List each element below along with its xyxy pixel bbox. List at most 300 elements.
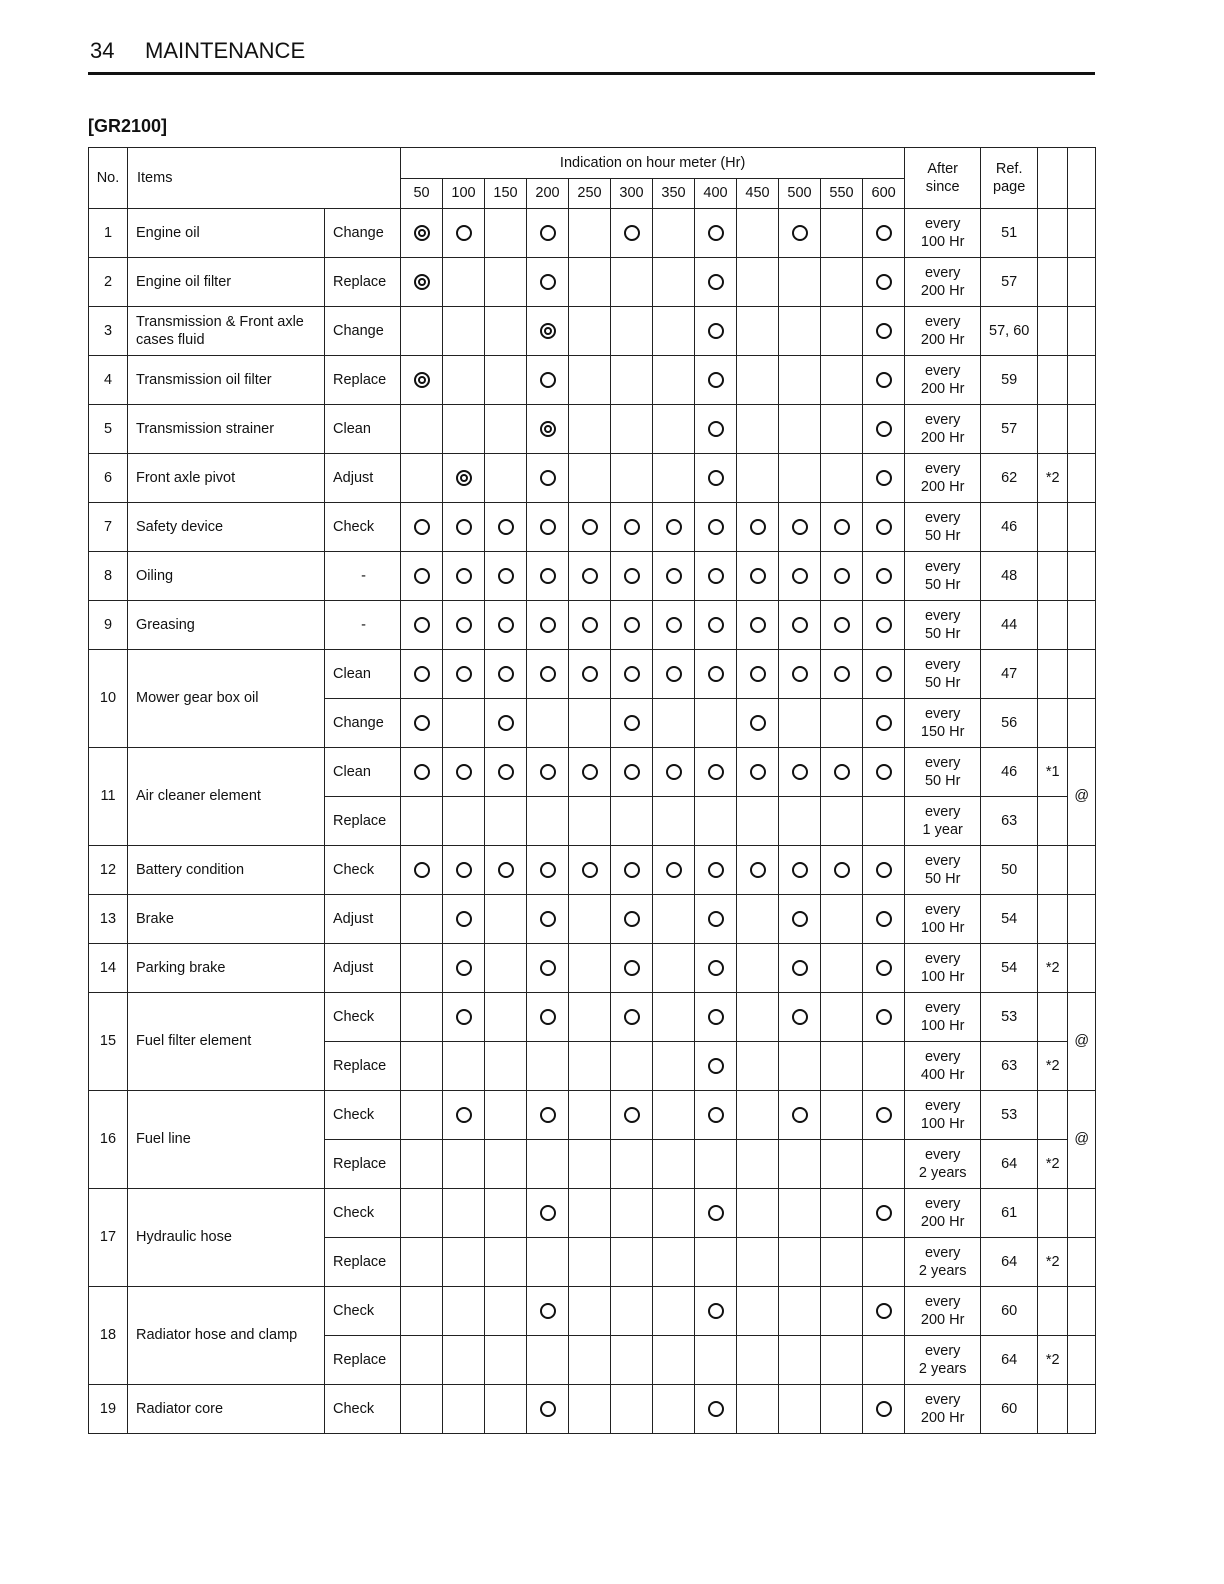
interval-cell xyxy=(779,1189,821,1238)
interval-line: every xyxy=(924,1146,961,1163)
item-action: Check xyxy=(325,1385,401,1434)
interval-cell xyxy=(611,307,653,356)
item-action: Check xyxy=(325,846,401,895)
interval-cell xyxy=(653,356,695,405)
interval-cell xyxy=(737,797,779,846)
circle-mark-icon xyxy=(456,666,472,682)
circle-mark-icon xyxy=(876,1205,892,1221)
interval-cell xyxy=(653,552,695,601)
interval-cell xyxy=(821,601,863,650)
table-row xyxy=(89,1091,1096,1140)
note-mark xyxy=(1038,1189,1068,1238)
header-hour: 250 xyxy=(569,179,611,209)
note-mark xyxy=(1038,650,1068,699)
interval-cell xyxy=(527,1042,569,1091)
circle-mark-icon xyxy=(708,421,724,437)
table-row xyxy=(89,748,1096,797)
group-mark xyxy=(1068,601,1096,650)
interval-line: every xyxy=(924,1244,961,1261)
note-mark xyxy=(1038,993,1068,1042)
after-since-interval xyxy=(905,552,981,601)
item-name: Front axle pivot xyxy=(128,454,325,503)
ref-page: 53 xyxy=(981,1091,1038,1140)
header-hour: 150 xyxy=(485,179,527,209)
interval-cell xyxy=(527,356,569,405)
circle-mark-icon xyxy=(456,911,472,927)
interval-cell xyxy=(737,1189,779,1238)
interval-cell xyxy=(443,1287,485,1336)
interval-line: every xyxy=(924,705,961,722)
interval-cell xyxy=(779,1287,821,1336)
interval-cell xyxy=(863,1287,905,1336)
interval-cell xyxy=(443,650,485,699)
interval-cell xyxy=(737,1091,779,1140)
interval-cell xyxy=(863,1336,905,1385)
circle-mark-icon xyxy=(708,568,724,584)
interval-cell xyxy=(443,1042,485,1091)
interval-cell xyxy=(611,699,653,748)
circle-mark-icon xyxy=(876,421,892,437)
group-mark xyxy=(1068,895,1096,944)
circle-mark-icon xyxy=(624,764,640,780)
interval-line: 400 Hr xyxy=(920,1067,965,1083)
circle-mark-icon xyxy=(498,617,514,633)
circle-mark-icon xyxy=(708,1058,724,1074)
item-name: Oiling xyxy=(128,552,325,601)
interval-cell xyxy=(569,895,611,944)
group-mark: @ xyxy=(1068,748,1096,846)
item-action: Replace xyxy=(325,258,401,307)
interval-cell xyxy=(401,405,443,454)
interval-cell xyxy=(695,748,737,797)
ref-page: 53 xyxy=(981,993,1038,1042)
item-name: Parking brake xyxy=(128,944,325,993)
interval-line: every xyxy=(924,411,961,428)
interval-cell xyxy=(695,503,737,552)
interval-line: 50 Hr xyxy=(924,871,961,887)
item-action: Change xyxy=(325,209,401,258)
after-since-interval xyxy=(905,209,981,258)
interval-cell xyxy=(527,405,569,454)
group-mark xyxy=(1068,650,1096,699)
interval-cell xyxy=(611,1385,653,1434)
interval-cell xyxy=(695,699,737,748)
interval-cell xyxy=(527,1189,569,1238)
item-name: Mower gear box oil xyxy=(128,650,325,748)
circle-mark-icon xyxy=(540,1401,556,1417)
note-mark xyxy=(1038,503,1068,552)
ref-page: 54 xyxy=(981,944,1038,993)
after-since-interval xyxy=(905,405,981,454)
interval-cell xyxy=(779,307,821,356)
interval-cell xyxy=(401,895,443,944)
interval-cell xyxy=(485,1336,527,1385)
interval-cell xyxy=(611,1091,653,1140)
interval-cell xyxy=(401,1091,443,1140)
interval-cell xyxy=(779,748,821,797)
interval-cell xyxy=(401,846,443,895)
interval-cell xyxy=(695,1042,737,1091)
interval-cell xyxy=(443,1336,485,1385)
interval-cell xyxy=(737,307,779,356)
interval-cell xyxy=(653,650,695,699)
interval-cell xyxy=(653,1238,695,1287)
circle-mark-icon xyxy=(624,715,640,731)
group-mark xyxy=(1068,1189,1096,1238)
interval-cell xyxy=(569,503,611,552)
interval-cell xyxy=(485,1042,527,1091)
circle-mark-icon xyxy=(540,1107,556,1123)
item-name: Radiator hose and clamp xyxy=(128,1287,325,1385)
circle-mark-icon xyxy=(498,764,514,780)
interval-cell xyxy=(611,209,653,258)
ref-page: 44 xyxy=(981,601,1038,650)
item-name: Transmission & Front axle cases fluid xyxy=(128,307,325,356)
circle-mark-icon xyxy=(456,862,472,878)
interval-cell xyxy=(569,797,611,846)
interval-cell xyxy=(653,1189,695,1238)
interval-line: 100 Hr xyxy=(920,1116,965,1132)
interval-cell xyxy=(821,1042,863,1091)
interval-cell xyxy=(695,1140,737,1189)
interval-cell xyxy=(653,454,695,503)
circle-mark-icon xyxy=(792,960,808,976)
header-note xyxy=(1038,148,1068,209)
note-mark xyxy=(1038,1287,1068,1336)
circle-mark-icon xyxy=(498,862,514,878)
circle-mark-icon xyxy=(876,323,892,339)
group-mark: @ xyxy=(1068,993,1096,1091)
interval-cell xyxy=(653,699,695,748)
circle-mark-icon xyxy=(414,568,430,584)
interval-cell xyxy=(485,699,527,748)
interval-line: 2 years xyxy=(918,1361,967,1377)
item-number: 16 xyxy=(89,1091,128,1189)
interval-cell xyxy=(737,1042,779,1091)
interval-cell xyxy=(779,1336,821,1385)
item-name: Greasing xyxy=(128,601,325,650)
interval-cell xyxy=(863,356,905,405)
interval-cell xyxy=(737,748,779,797)
interval-cell xyxy=(653,1042,695,1091)
after-since-interval xyxy=(905,454,981,503)
after-since-interval xyxy=(905,944,981,993)
circle-mark-icon xyxy=(708,862,724,878)
interval-cell xyxy=(401,1042,443,1091)
interval-cell xyxy=(653,993,695,1042)
interval-cell xyxy=(737,356,779,405)
interval-cell xyxy=(863,258,905,307)
interval-line: every xyxy=(924,999,961,1016)
ref-page: 54 xyxy=(981,895,1038,944)
circle-mark-icon xyxy=(876,715,892,731)
interval-cell xyxy=(863,405,905,454)
interval-line: every xyxy=(924,1342,961,1359)
interval-cell xyxy=(821,1238,863,1287)
interval-cell xyxy=(779,1091,821,1140)
interval-cell xyxy=(863,601,905,650)
interval-line: every xyxy=(924,1097,961,1114)
interval-line: every xyxy=(924,460,961,477)
item-name: Transmission oil filter xyxy=(128,356,325,405)
ref-page: 57 xyxy=(981,405,1038,454)
interval-line: 50 Hr xyxy=(924,626,961,642)
interval-cell xyxy=(737,209,779,258)
header-hour: 350 xyxy=(653,179,695,209)
interval-cell xyxy=(779,650,821,699)
ref-page: 64 xyxy=(981,1140,1038,1189)
circle-mark-icon xyxy=(708,764,724,780)
group-mark xyxy=(1068,1287,1096,1336)
circle-mark-icon xyxy=(876,225,892,241)
note-mark xyxy=(1038,552,1068,601)
circle-mark-icon xyxy=(876,568,892,584)
interval-cell xyxy=(401,1336,443,1385)
after-since-interval xyxy=(905,356,981,405)
item-action: Check xyxy=(325,1189,401,1238)
ref-page: 59 xyxy=(981,356,1038,405)
interval-line: every xyxy=(924,1293,961,1310)
table-row xyxy=(89,895,1096,944)
circle-mark-icon xyxy=(456,1107,472,1123)
interval-cell xyxy=(485,748,527,797)
interval-cell xyxy=(863,797,905,846)
page-header xyxy=(88,36,1095,75)
interval-cell xyxy=(611,748,653,797)
circle-mark-icon xyxy=(708,1205,724,1221)
interval-cell xyxy=(695,846,737,895)
item-number: 19 xyxy=(89,1385,128,1434)
item-action: Replace xyxy=(325,1238,401,1287)
interval-line: 100 Hr xyxy=(920,920,965,936)
interval-cell xyxy=(653,1336,695,1385)
interval-cell xyxy=(695,1091,737,1140)
interval-cell xyxy=(695,1238,737,1287)
interval-cell xyxy=(863,1042,905,1091)
interval-cell xyxy=(443,895,485,944)
interval-cell xyxy=(527,1336,569,1385)
interval-cell xyxy=(695,1385,737,1434)
interval-cell xyxy=(737,699,779,748)
table-row xyxy=(89,1287,1096,1336)
interval-cell xyxy=(821,1140,863,1189)
double-circle-mark-icon xyxy=(456,470,472,486)
circle-mark-icon xyxy=(456,1009,472,1025)
interval-cell xyxy=(569,650,611,699)
circle-mark-icon xyxy=(792,764,808,780)
page-number: 34 xyxy=(90,38,115,63)
after-since-interval xyxy=(905,1287,981,1336)
circle-mark-icon xyxy=(876,1009,892,1025)
interval-cell xyxy=(611,405,653,454)
item-action: Clean xyxy=(325,650,401,699)
item-name: Safety device xyxy=(128,503,325,552)
after-since-interval xyxy=(905,1091,981,1140)
circle-mark-icon xyxy=(708,911,724,927)
interval-cell xyxy=(863,1189,905,1238)
circle-mark-icon xyxy=(582,568,598,584)
interval-cell xyxy=(569,601,611,650)
circle-mark-icon xyxy=(750,519,766,535)
note-mark xyxy=(1038,307,1068,356)
interval-cell xyxy=(443,1238,485,1287)
circle-mark-icon xyxy=(750,666,766,682)
interval-cell xyxy=(401,356,443,405)
interval-cell xyxy=(653,601,695,650)
circle-mark-icon xyxy=(708,960,724,976)
circle-mark-icon xyxy=(792,911,808,927)
double-circle-mark-icon xyxy=(540,421,556,437)
interval-cell xyxy=(485,895,527,944)
header-hour: 600 xyxy=(863,179,905,209)
interval-cell xyxy=(527,699,569,748)
after-since-interval xyxy=(905,846,981,895)
item-name: Radiator core xyxy=(128,1385,325,1434)
ref-page: 47 xyxy=(981,650,1038,699)
interval-line: 50 Hr xyxy=(924,675,961,691)
header-hour: 50 xyxy=(401,179,443,209)
interval-cell xyxy=(821,895,863,944)
interval-line: 200 Hr xyxy=(920,430,965,446)
interval-cell xyxy=(779,895,821,944)
interval-cell xyxy=(779,405,821,454)
interval-cell xyxy=(695,601,737,650)
interval-line: every xyxy=(924,852,961,869)
interval-cell xyxy=(569,1287,611,1336)
circle-mark-icon xyxy=(624,1009,640,1025)
interval-cell xyxy=(737,503,779,552)
interval-cell xyxy=(443,307,485,356)
note-mark: *2 xyxy=(1038,944,1068,993)
after-since-interval xyxy=(905,748,981,797)
after-since-interval xyxy=(905,1189,981,1238)
interval-cell xyxy=(737,993,779,1042)
header-hour: 200 xyxy=(527,179,569,209)
circle-mark-icon xyxy=(834,568,850,584)
item-name: Air cleaner element xyxy=(128,748,325,846)
item-name: Engine oil xyxy=(128,209,325,258)
item-action: Check xyxy=(325,993,401,1042)
interval-cell xyxy=(527,1238,569,1287)
double-circle-mark-icon xyxy=(540,323,556,339)
item-action: Check xyxy=(325,1287,401,1336)
interval-cell xyxy=(569,993,611,1042)
circle-mark-icon xyxy=(792,568,808,584)
interval-cell xyxy=(611,552,653,601)
interval-cell xyxy=(485,650,527,699)
interval-cell xyxy=(821,356,863,405)
item-number: 6 xyxy=(89,454,128,503)
circle-mark-icon xyxy=(666,666,682,682)
interval-cell xyxy=(653,797,695,846)
after-since-interval xyxy=(905,895,981,944)
interval-cell xyxy=(527,650,569,699)
interval-cell xyxy=(863,209,905,258)
ref-page: 51 xyxy=(981,209,1038,258)
interval-cell xyxy=(611,1042,653,1091)
item-number: 12 xyxy=(89,846,128,895)
model-label: [GR2100] xyxy=(88,116,168,136)
interval-line: 200 Hr xyxy=(920,479,965,495)
item-action: Replace xyxy=(325,1336,401,1385)
interval-line: 200 Hr xyxy=(920,332,965,348)
circle-mark-icon xyxy=(750,617,766,633)
interval-cell xyxy=(569,209,611,258)
circle-mark-icon xyxy=(540,666,556,682)
group-mark xyxy=(1068,258,1096,307)
circle-mark-icon xyxy=(708,274,724,290)
after-since-interval xyxy=(905,1336,981,1385)
interval-cell xyxy=(485,944,527,993)
interval-cell xyxy=(611,356,653,405)
note-mark xyxy=(1038,895,1068,944)
table-row xyxy=(89,650,1096,699)
circle-mark-icon xyxy=(876,911,892,927)
interval-cell xyxy=(821,1336,863,1385)
interval-line: 200 Hr xyxy=(920,1410,965,1426)
circle-mark-icon xyxy=(540,862,556,878)
interval-cell xyxy=(779,601,821,650)
interval-cell xyxy=(653,748,695,797)
interval-cell xyxy=(821,552,863,601)
interval-line: every xyxy=(924,1195,961,1212)
interval-cell xyxy=(443,356,485,405)
circle-mark-icon xyxy=(456,764,472,780)
interval-cell xyxy=(695,258,737,307)
circle-mark-icon xyxy=(498,666,514,682)
note-mark: *2 xyxy=(1038,1238,1068,1287)
interval-cell xyxy=(737,895,779,944)
interval-cell xyxy=(611,1287,653,1336)
ref-page: 60 xyxy=(981,1287,1038,1336)
circle-mark-icon xyxy=(876,519,892,535)
circle-mark-icon xyxy=(540,274,556,290)
circle-mark-icon xyxy=(498,715,514,731)
interval-cell xyxy=(737,1287,779,1336)
circle-mark-icon xyxy=(750,764,766,780)
interval-line: every xyxy=(924,1048,961,1065)
interval-cell xyxy=(779,846,821,895)
interval-cell xyxy=(401,1189,443,1238)
interval-cell xyxy=(611,846,653,895)
interval-cell xyxy=(737,405,779,454)
item-action: Replace xyxy=(325,356,401,405)
interval-cell xyxy=(527,895,569,944)
table-row xyxy=(89,1385,1096,1434)
interval-cell xyxy=(695,454,737,503)
interval-cell xyxy=(485,1238,527,1287)
interval-cell xyxy=(569,1042,611,1091)
interval-cell xyxy=(527,944,569,993)
interval-cell xyxy=(611,944,653,993)
ref-page: 64 xyxy=(981,1336,1038,1385)
interval-cell xyxy=(443,797,485,846)
interval-cell xyxy=(527,258,569,307)
table-row xyxy=(89,405,1096,454)
interval-cell xyxy=(569,846,611,895)
circle-mark-icon xyxy=(708,1107,724,1123)
item-name: Fuel filter element xyxy=(128,993,325,1091)
interval-cell xyxy=(401,944,443,993)
circle-mark-icon xyxy=(876,960,892,976)
interval-cell xyxy=(401,307,443,356)
interval-cell xyxy=(821,1385,863,1434)
note-mark: *2 xyxy=(1038,1140,1068,1189)
interval-cell xyxy=(863,552,905,601)
interval-cell xyxy=(653,209,695,258)
table-row xyxy=(89,993,1096,1042)
interval-cell xyxy=(821,846,863,895)
